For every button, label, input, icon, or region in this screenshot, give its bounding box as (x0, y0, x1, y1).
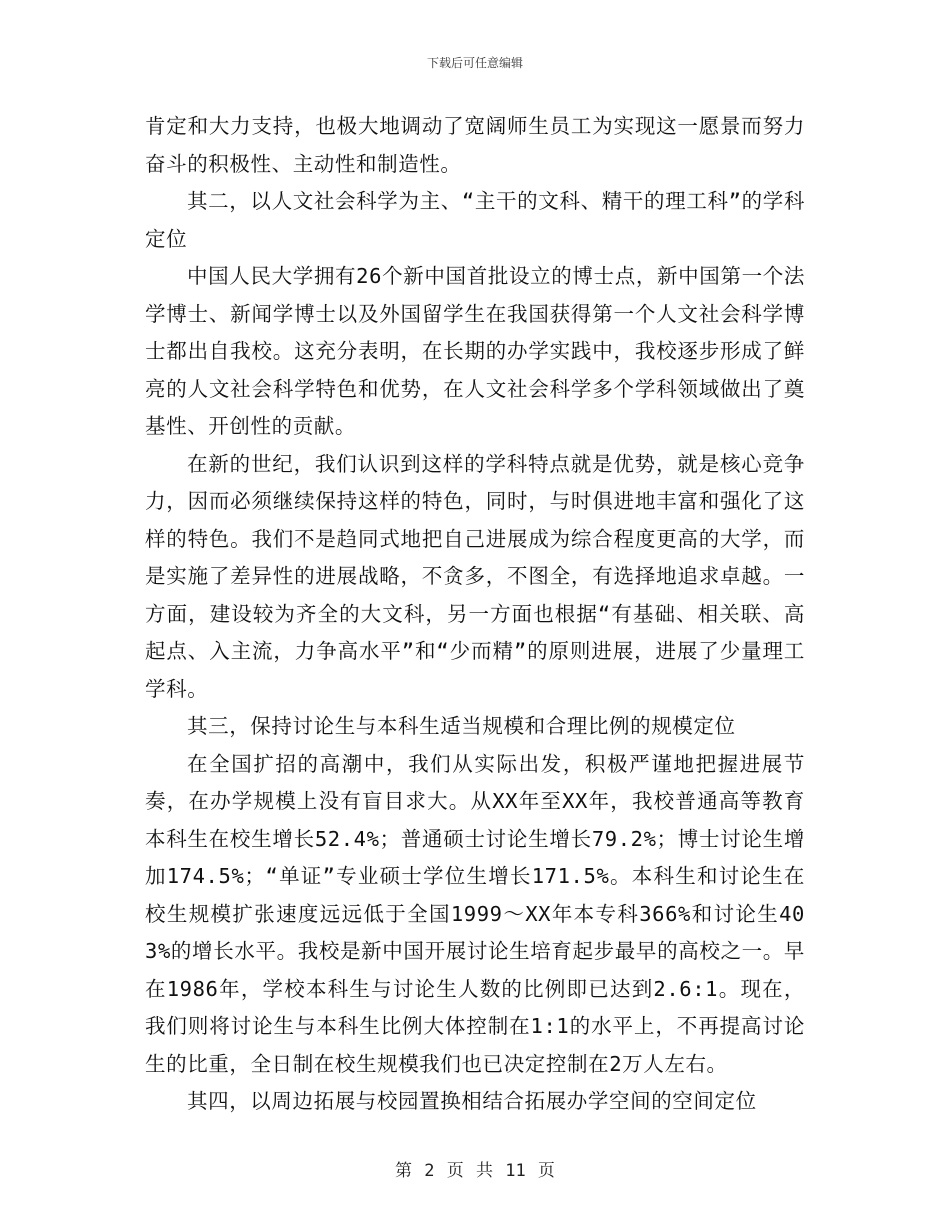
document-body (145, 108, 805, 1121)
paragraph-6: 在全国扩招的高潮中，我们从实际出发，积极严谨地把握进展节奏，在办学规模上没有盲目求大。从XX年至XX年，我校普通高等教育本科生在校生增长52.4%；普通硕士讨论生增长79.2%；博士讨论生增加174.5%；“单证”专业硕士学位生增长171.5%。本科生和讨论生在校生规模扩张速度远远低于全国1999～XX年本专科366%和讨论生403%的增长水平。我校是新中国开展讨论生培育起步最早的高校之一。早在1986年，学校本科生与讨论生人数的比例即已达到2.6:1。现在，我们则将讨论生与本科生比例大体控制在1:1的水平上，不再提高讨论生的比重，全日制在校生规模我们也已决定控制在2万人左右。 (145, 751, 805, 1076)
section-heading-2: 其二，以人文社会科学为主、“主干的文科、精干的理工科”的学科定位 (145, 189, 805, 251)
section-heading-4: 其四，以周边拓展与校园置换相结合拓展办学空间的空间定位 (187, 1089, 757, 1113)
section-heading-3: 其三，保持讨论生与本科生适当规模和合理比例的规模定位 (187, 714, 736, 738)
page-number-footer: 第 2 页 共 11 页 (395, 1161, 555, 1181)
paragraph-1: 肯定和大力支持，也极大地调动了宽阔师生员工为实现这一愿景而努力奋斗的积极性、主动性和制造性。 (145, 114, 805, 176)
page-header: 下载后可任意编辑 (426, 56, 523, 70)
paragraph-3: 中国人民大学拥有26个新中国首批设立的博士点，新中国第一个法学博士、新闻学博士以及外国留学生在我国获得第一个人文社会科学博士都出自我校。这充分表明，在长期的办学实践中，我校逐步形成了鲜亮的人文社会科学特色和优势，在人文社会科学多个学科领域做出了奠基性、开创性的贡献。 (145, 264, 805, 438)
paragraph-4: 在新的世纪，我们认识到这样的学科特点就是优势，就是核心竞争力，因而必须继续保持这样的特色，同时，与时俱进地丰富和强化了这样的特色。我们不是趋同式地把自己进展成为综合程度更高的大学，而是实施了差异性的进展战略，不贪多，不图全，有选择地追求卓越。一方面，建设较为齐全的大文科，另一方面也根据“有基础、相关联、高起点、入主流，力争高水平”和“少而精”的原则进展，进展了少量理工学科。 (145, 451, 805, 701)
